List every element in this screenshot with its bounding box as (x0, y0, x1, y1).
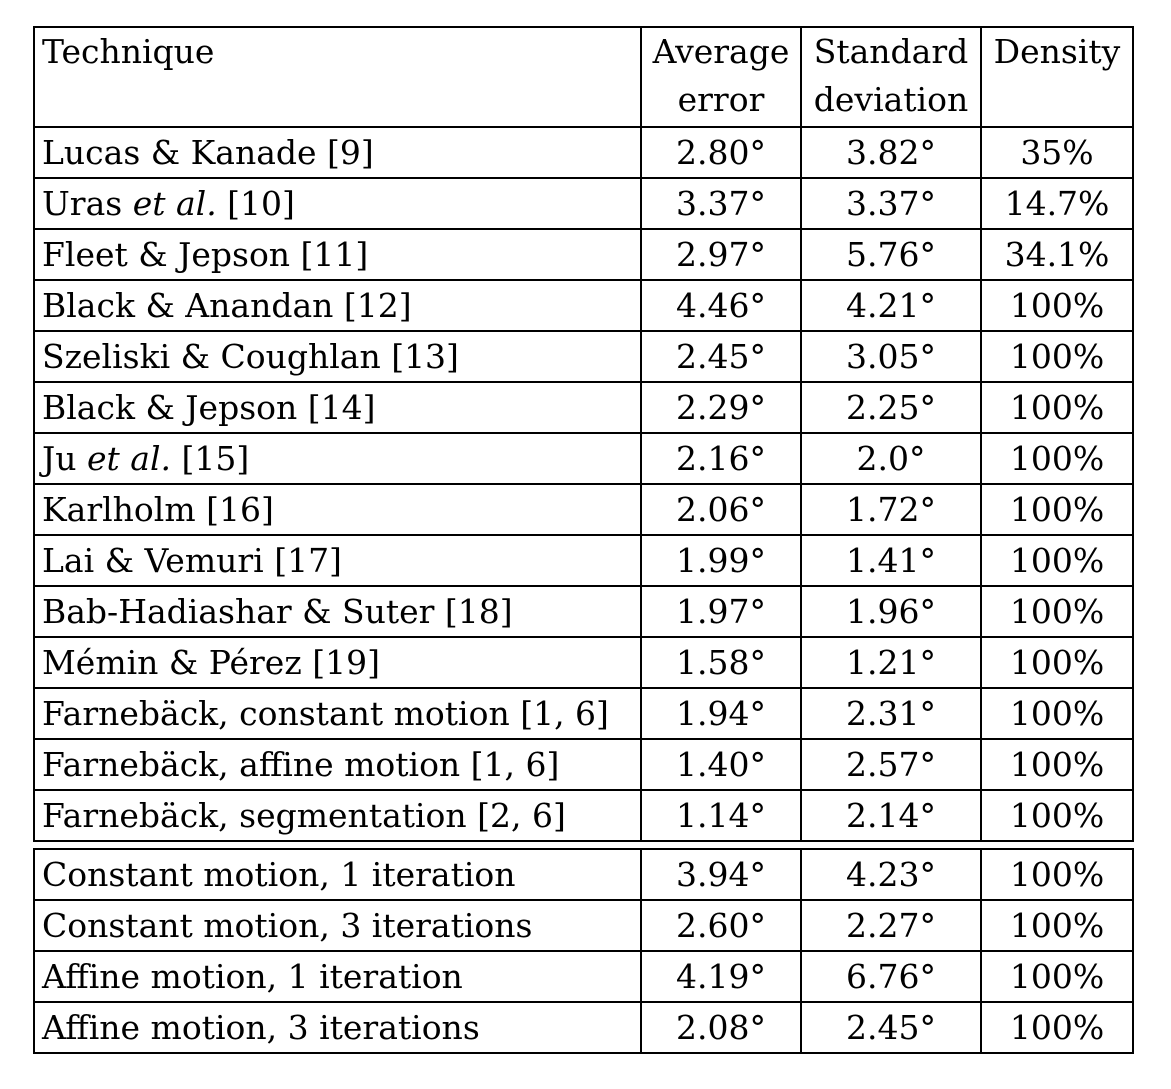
table-row (34, 951, 1133, 1002)
density-cell: 100% (981, 586, 1133, 637)
table-row (34, 1002, 1133, 1053)
technique-cell: Lai & Vemuri [17] (34, 535, 641, 586)
technique-citation: [15] (170, 439, 250, 478)
average-error-cell: 1.14° (641, 790, 801, 841)
technique-cell: Karlholm [16] (34, 484, 641, 535)
technique-et-al: et al. (132, 184, 217, 223)
average-error-cell: 2.97° (641, 229, 801, 280)
density-cell: 100% (981, 535, 1133, 586)
iterations-table (33, 848, 1134, 1054)
standard-deviation-cell: 2.45° (801, 1002, 981, 1053)
density-cell: 100% (981, 484, 1133, 535)
standard-deviation-cell: 3.37° (801, 178, 981, 229)
density-cell: 35% (981, 127, 1133, 178)
standard-deviation-cell: 4.21° (801, 280, 981, 331)
technique-cell: Fleet & Jepson [11] (34, 229, 641, 280)
technique-cell: Mémin & Pérez [19] (34, 637, 641, 688)
average-error-cell: 2.06° (641, 484, 801, 535)
technique-cell: Constant motion, 3 iterations (34, 900, 641, 951)
standard-deviation-cell: 1.72° (801, 484, 981, 535)
average-error-cell: 2.60° (641, 900, 801, 951)
standard-deviation-cell: 1.41° (801, 535, 981, 586)
technique-cell (34, 433, 641, 484)
standard-deviation-cell: 2.27° (801, 900, 981, 951)
density-cell: 100% (981, 1002, 1133, 1053)
technique-citation: [10] (216, 184, 295, 223)
average-error-cell: 1.40° (641, 739, 801, 790)
density-cell: 100% (981, 433, 1133, 484)
average-error-cell: 1.99° (641, 535, 801, 586)
density-cell: 100% (981, 331, 1133, 382)
technique-cell: Affine motion, 1 iteration (34, 951, 641, 1002)
table-row (34, 433, 1133, 484)
results-table (33, 26, 1134, 842)
technique-cell: Affine motion, 3 iterations (34, 1002, 641, 1053)
average-error-cell: 3.37° (641, 178, 801, 229)
standard-deviation-cell: 6.76° (801, 951, 981, 1002)
header-density: Density (981, 27, 1133, 127)
header-average-error-line2: error (677, 80, 765, 119)
average-error-cell: 2.08° (641, 1002, 801, 1053)
table-row (34, 535, 1133, 586)
extra-table-body (34, 849, 1133, 1053)
table-row (34, 849, 1133, 900)
standard-deviation-cell: 1.21° (801, 637, 981, 688)
technique-et-al: et al. (86, 439, 171, 478)
table-row (34, 900, 1133, 951)
standard-deviation-cell: 2.0° (801, 433, 981, 484)
density-cell: 100% (981, 382, 1133, 433)
table-row (34, 688, 1133, 739)
header-standard-deviation-line1: Standard (813, 32, 969, 71)
technique-cell: Farnebäck, segmentation [2, 6] (34, 790, 641, 841)
density-cell: 34.1% (981, 229, 1133, 280)
technique-name: Uras (42, 184, 133, 223)
table-row (34, 331, 1133, 382)
technique-cell: Black & Jepson [14] (34, 382, 641, 433)
standard-deviation-cell: 2.57° (801, 739, 981, 790)
density-cell: 100% (981, 637, 1133, 688)
density-cell: 100% (981, 688, 1133, 739)
standard-deviation-cell: 1.96° (801, 586, 981, 637)
header-standard-deviation (801, 27, 981, 127)
header-standard-deviation-line2: deviation (813, 80, 969, 119)
technique-name: Ju (42, 439, 87, 478)
table-row (34, 127, 1133, 178)
technique-cell: Szeliski & Coughlan [13] (34, 331, 641, 382)
table-row (34, 229, 1133, 280)
standard-deviation-cell: 3.05° (801, 331, 981, 382)
standard-deviation-cell: 3.82° (801, 127, 981, 178)
standard-deviation-cell: 2.14° (801, 790, 981, 841)
average-error-cell: 4.46° (641, 280, 801, 331)
table-row (34, 484, 1133, 535)
average-error-cell: 2.45° (641, 331, 801, 382)
average-error-cell: 2.80° (641, 127, 801, 178)
density-cell: 100% (981, 280, 1133, 331)
density-cell: 100% (981, 951, 1133, 1002)
density-cell: 100% (981, 900, 1133, 951)
header-row (34, 27, 1133, 127)
technique-cell (34, 178, 641, 229)
technique-cell: Black & Anandan [12] (34, 280, 641, 331)
technique-cell: Farnebäck, constant motion [1, 6] (34, 688, 641, 739)
table-row (34, 382, 1133, 433)
header-average-error (641, 27, 801, 127)
average-error-cell: 3.94° (641, 849, 801, 900)
average-error-cell: 1.58° (641, 637, 801, 688)
density-cell: 14.7% (981, 178, 1133, 229)
table-row (34, 739, 1133, 790)
standard-deviation-cell: 4.23° (801, 849, 981, 900)
technique-cell: Farnebäck, affine motion [1, 6] (34, 739, 641, 790)
main-table-body (34, 127, 1133, 841)
standard-deviation-cell: 5.76° (801, 229, 981, 280)
table-row (34, 178, 1133, 229)
density-cell: 100% (981, 790, 1133, 841)
standard-deviation-cell: 2.25° (801, 382, 981, 433)
average-error-cell: 2.16° (641, 433, 801, 484)
table-row (34, 790, 1133, 841)
density-cell: 100% (981, 849, 1133, 900)
technique-cell: Lucas & Kanade [9] (34, 127, 641, 178)
average-error-cell: 1.97° (641, 586, 801, 637)
header-average-error-line1: Average (652, 32, 790, 71)
table-row (34, 280, 1133, 331)
density-cell: 100% (981, 739, 1133, 790)
average-error-cell: 4.19° (641, 951, 801, 1002)
table-row (34, 637, 1133, 688)
average-error-cell: 1.94° (641, 688, 801, 739)
standard-deviation-cell: 2.31° (801, 688, 981, 739)
technique-cell: Bab-Hadiashar & Suter [18] (34, 586, 641, 637)
header-technique: Technique (34, 27, 641, 127)
average-error-cell: 2.29° (641, 382, 801, 433)
technique-cell: Constant motion, 1 iteration (34, 849, 641, 900)
table-row (34, 586, 1133, 637)
